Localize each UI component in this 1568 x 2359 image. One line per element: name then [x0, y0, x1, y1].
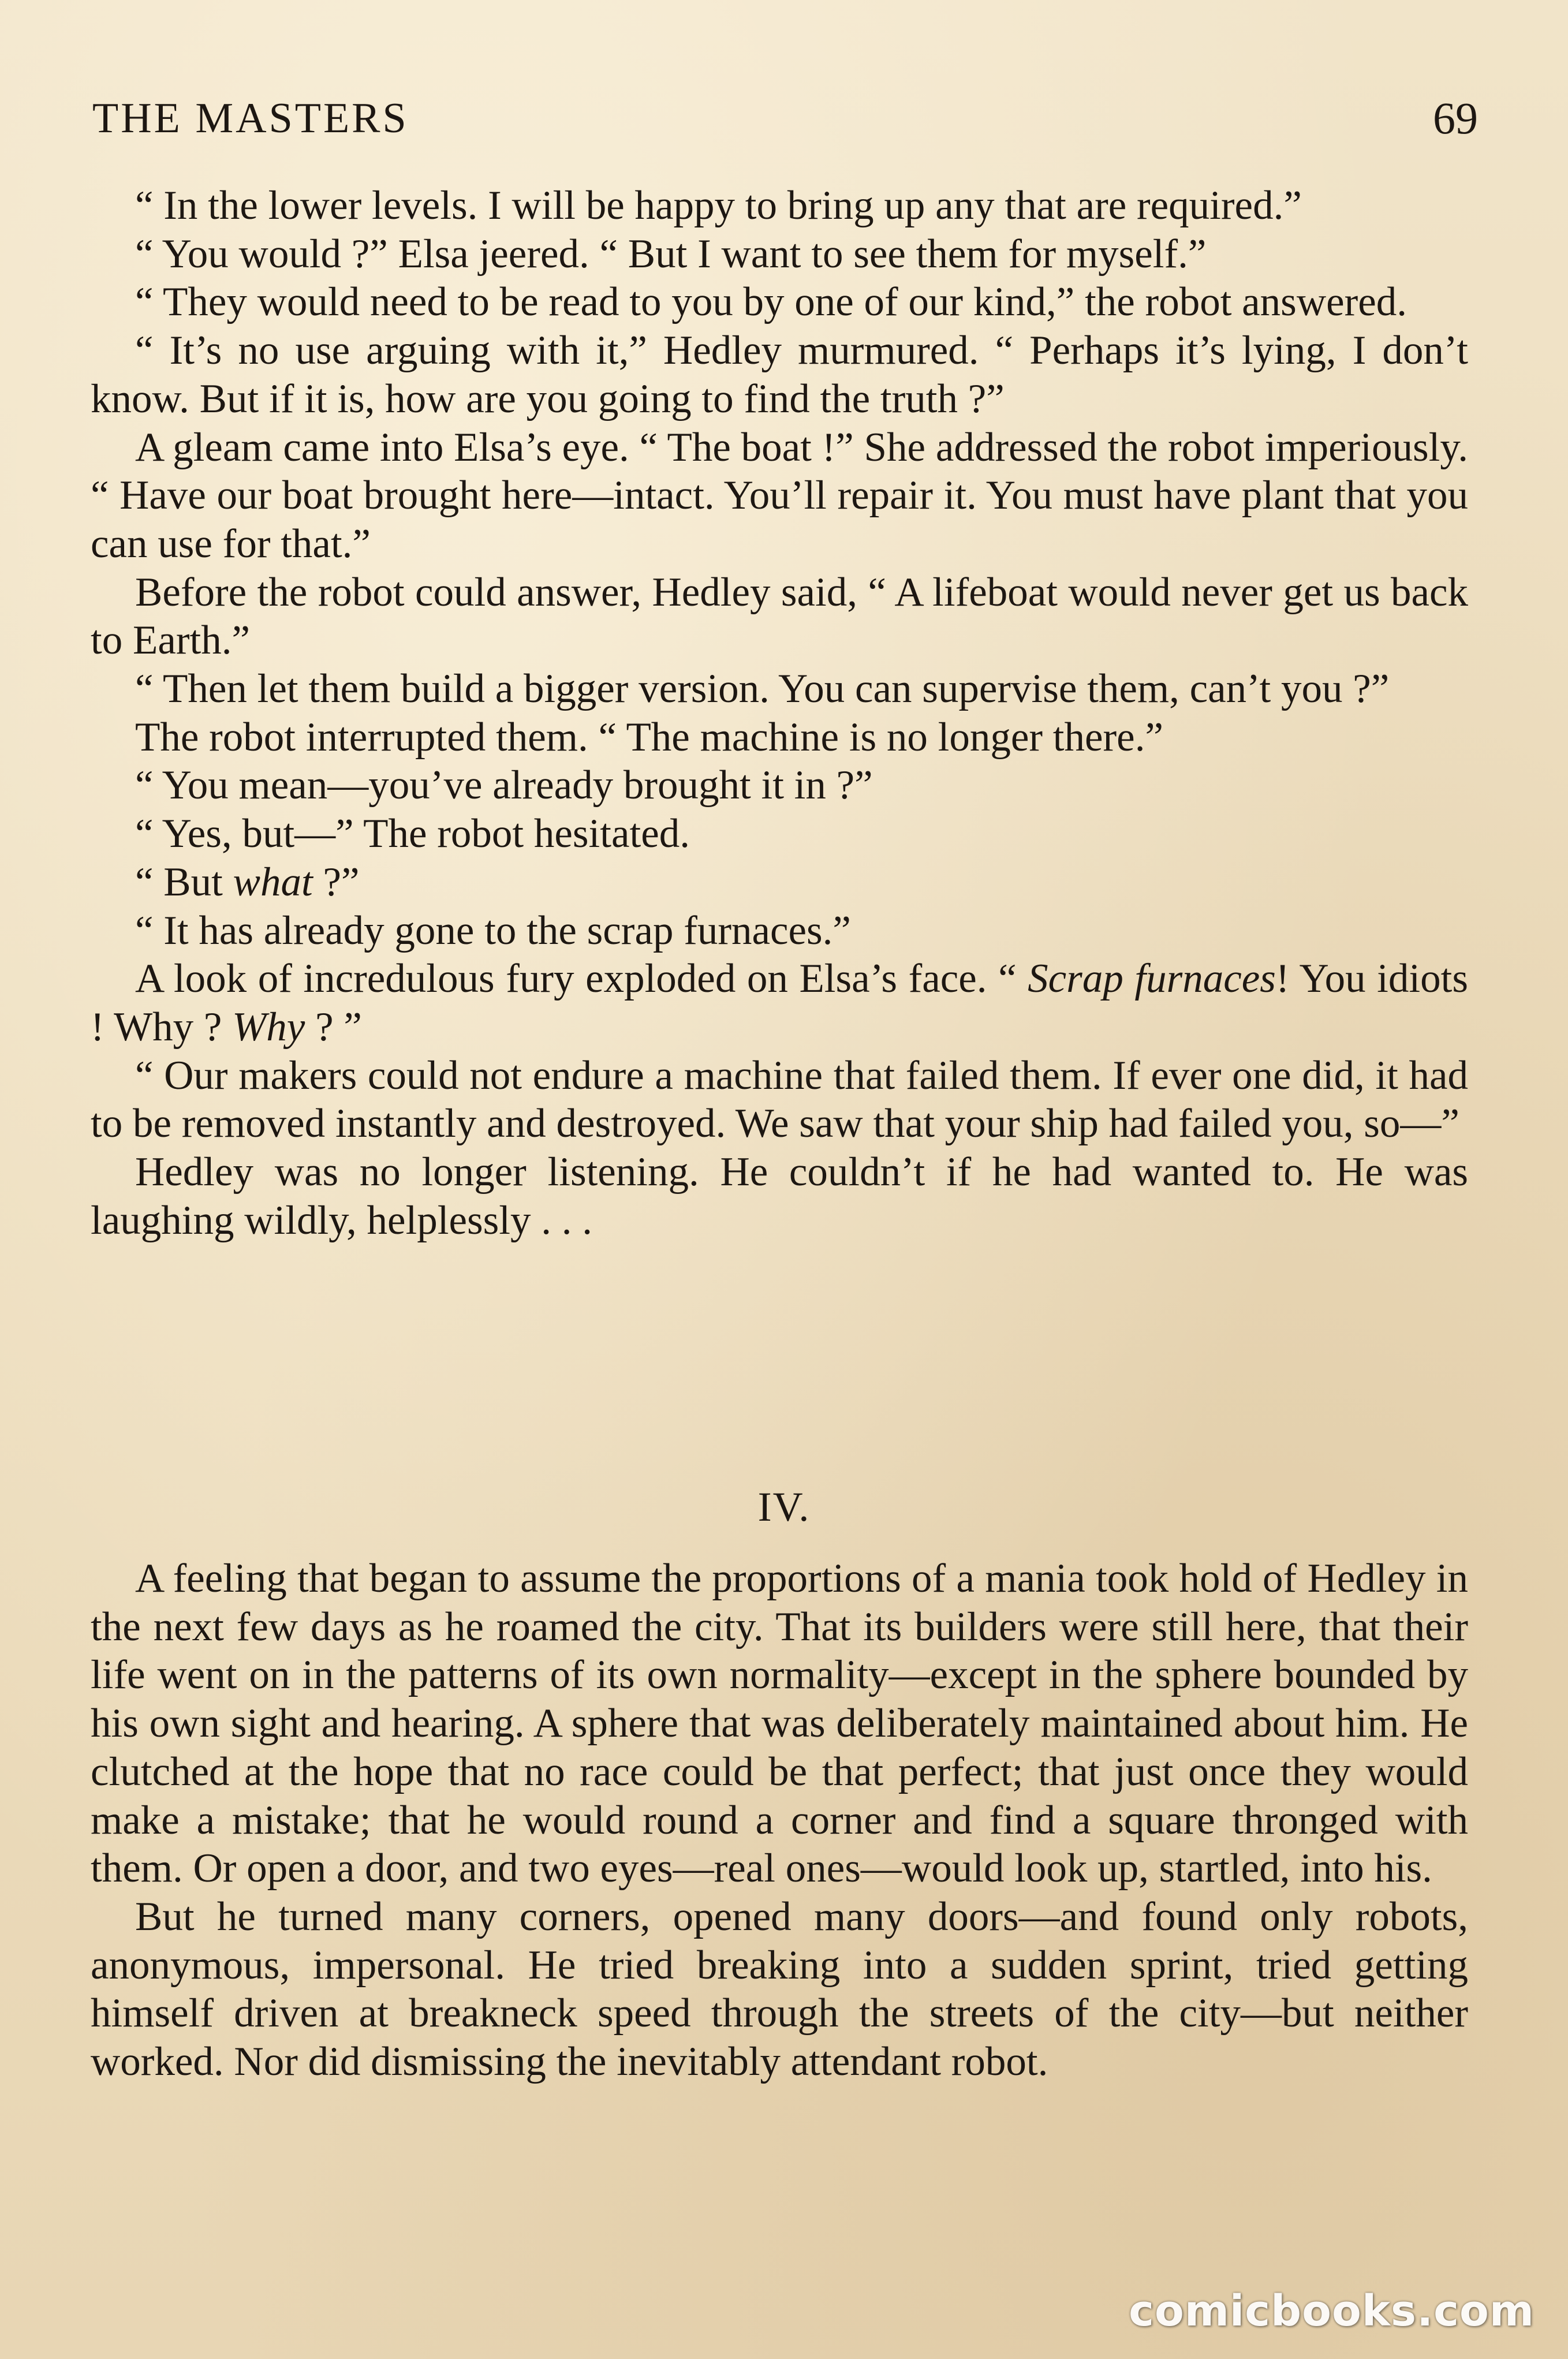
paragraph [91, 955, 1468, 1051]
text-run: ?” [312, 859, 360, 905]
paragraph: “ It’s no use arguing with it,” Hedley murmured. “ Perhaps it’s lying, I don’t know. But if it is, how are you going to find the truth ?” [91, 328, 1468, 421]
paragraph: “ You would ?” Elsa jeered. “ But I want to see them for myself.” [135, 231, 1207, 277]
paragraph: “ It has already gone to the scrap furnaces.” [135, 908, 851, 953]
section-one-text [91, 182, 1468, 1245]
text-run: A look of incredulous fury exploded on Elsa’s face. “ [135, 956, 1028, 1002]
text-run: ? ” [305, 1004, 362, 1050]
paragraph: “ Then let them build a bigger version. You can supervise them, can’t you ?” [135, 666, 1390, 712]
paragraph: “ They would need to be read to you by one of our kind,” the robot answered. [135, 279, 1408, 325]
running-head [92, 87, 1478, 150]
page-number: 69 [1433, 93, 1478, 143]
paragraph: Before the robot could answer, Hedley said, “ A lifeboat would never get us back to Earth.” [91, 569, 1468, 663]
paragraph [91, 859, 1468, 907]
paragraph: A feeling that began to assume the proportions of a mania took hold of Hedley in the next few days as he roamed the city. That its builders were still here, that their life went on in the patterns of its own normality—except in the sphere bounded by his own sight and hearing. A sphere that was deliberately maintained about him. He clutched at the hope that no race could be that perfect; that just once they would make a mistake; that he would round a corner and find a square thronged with them. Or open a door, and two eyes—real ones—would look up, startled, into his. [91, 1556, 1468, 1891]
paragraph: “ Our makers could not endure a machine that failed them. If ever one did, it had to be removed instantly and destroyed. We saw that your ship had failed you, so—” [91, 1052, 1468, 1147]
italic-text: Why [232, 1004, 305, 1050]
running-title: THE MASTERS [92, 95, 409, 142]
paragraph: The robot interrupted them. “ The machine is no longer there.” [135, 714, 1163, 760]
watermark: comicbooks.com [1129, 2286, 1535, 2336]
paragraph: “ You mean—you’ve already brought it in ?” [135, 763, 873, 808]
text-run: “ But [135, 859, 233, 905]
text-run: ! You idiots ! Why ? [91, 956, 1468, 1050]
paragraph: But he turned many corners, opened many doors—and found only robots, anonymous, impersonal. He tried breaking into a sudden sprint, tried getting himself driven at breakneck speed through the streets of the city—but neither worked. Nor did dismissing the inevitably attendant robot. [91, 1894, 1468, 2085]
paragraph: Hedley was no longer listening. He couldn’t if he had wanted to. He was laughing wildly, helplessly . . . [91, 1149, 1468, 1243]
italic-text: what [233, 859, 313, 905]
section-heading: IV. [757, 1484, 811, 1530]
paragraph: A gleam came into Elsa’s eye. “ The boat !” She addressed the robot imperiously. “ Have our boat brought here—intact. You’ll repair it. You must have plant that you can use for that.” [91, 424, 1468, 566]
paragraph: “ In the lower levels. I will be happy to bring up any that are required.” [135, 183, 1302, 228]
paragraph: “ Yes, but—” The robot hesitated. [135, 811, 690, 857]
section-two-text [91, 1555, 1468, 2086]
italic-text: Scrap furnaces [1028, 956, 1276, 1002]
